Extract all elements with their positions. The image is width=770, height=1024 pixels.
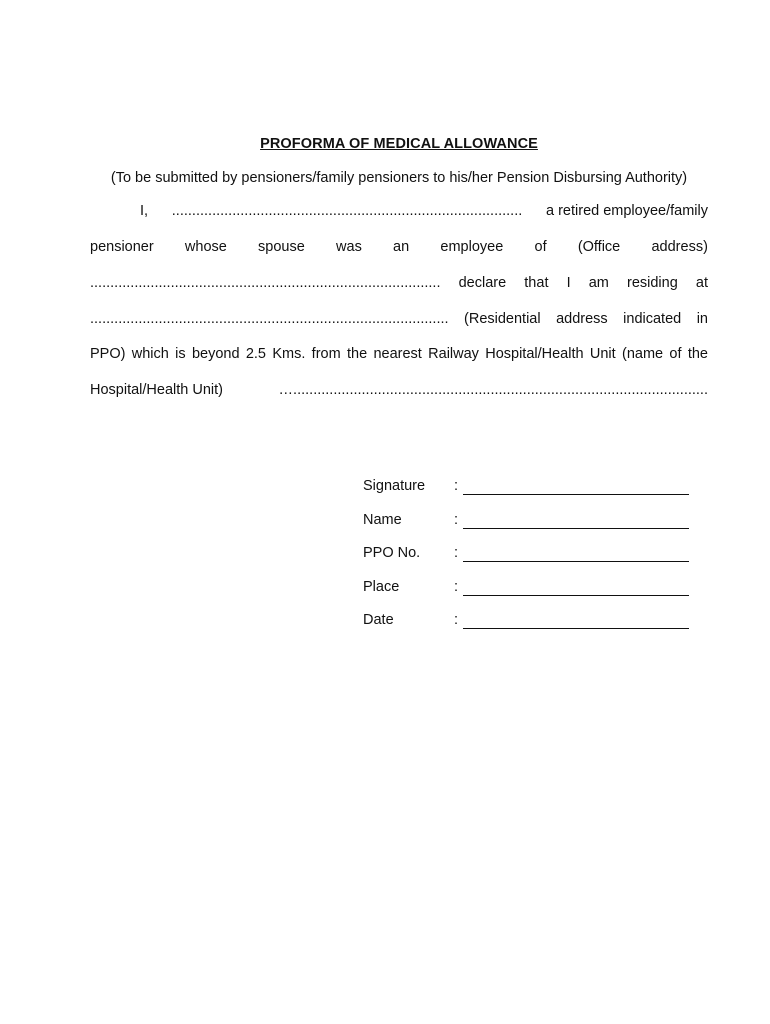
line5-word: of (669, 346, 682, 362)
line1-suffix: a retired employee/family (546, 203, 708, 219)
line5-word: Hospital/Health (485, 346, 584, 362)
date-label: Date (363, 612, 394, 628)
name-row (363, 512, 703, 546)
line5-word: PPO) (90, 346, 126, 362)
line4-word: in (696, 311, 708, 327)
signature-block (363, 478, 703, 646)
paragraph-line-2 (90, 238, 708, 256)
line4-dots: ......................................................................................... (90, 311, 449, 327)
line2-word: whose (184, 239, 227, 255)
line5-word: Unit (589, 346, 616, 362)
place-label: Place (363, 578, 400, 595)
line3-word: am (588, 275, 609, 291)
line3-word: that (524, 275, 549, 291)
line2-word: pensioner (90, 239, 154, 255)
document-subtitle: (To be submitted by pensioners/family pensioners to his/her Pension Disbursing Authority) (110, 170, 688, 186)
date-row (363, 612, 703, 646)
line1-dots: ....................................................................................... (171, 203, 523, 219)
line4-word: (Residential (464, 311, 541, 327)
paragraph-line-1 (140, 202, 708, 220)
line2-word: address) (651, 239, 708, 255)
line5-word: nearest (373, 346, 422, 362)
ppo-no-row (363, 545, 703, 579)
name-field[interactable] (463, 528, 689, 529)
line3-word: at (695, 275, 708, 291)
line4-word: address (556, 311, 608, 327)
document-title: PROFORMA OF MEDICAL ALLOWANCE (260, 136, 538, 152)
paragraph-line-6 (90, 381, 708, 399)
line6-text: Hospital/Health Unit) (90, 382, 223, 398)
name-colon: : (454, 511, 459, 528)
line3-word: declare (458, 275, 507, 291)
line2-word: employee (440, 239, 504, 255)
line5-word: which (131, 346, 169, 362)
signature-colon: : (454, 478, 459, 494)
line5-word: Kms. (272, 346, 306, 362)
signature-field[interactable] (463, 494, 689, 495)
line2-word: was (336, 239, 362, 255)
line2-word: of (534, 239, 547, 255)
line5-word: 2.5 (245, 346, 267, 362)
paragraph-line-3 (90, 274, 708, 292)
line5-word: the (346, 346, 368, 362)
date-field[interactable] (463, 628, 689, 629)
line5-word: from (311, 346, 341, 362)
line2-word: an (393, 239, 410, 255)
line6-dots: …....................................................................................................... (278, 382, 708, 398)
signature-label: Signature (363, 478, 426, 494)
line3-dots: ....................................................................................... (90, 275, 441, 291)
paragraph-line-5 (90, 345, 708, 363)
line5-word: (name (621, 346, 664, 362)
paragraph-line-4 (90, 310, 708, 328)
line3-word: I (566, 275, 571, 291)
place-row (363, 579, 703, 613)
signature-row (363, 478, 703, 512)
ppo-no-label: PPO No. (363, 545, 421, 561)
line3-word: residing (626, 275, 678, 291)
line4-word: indicated (623, 311, 682, 327)
name-label: Name (363, 511, 402, 528)
ppo-no-colon: : (454, 545, 459, 561)
line1-prefix: I, (140, 203, 149, 219)
place-colon: : (454, 578, 459, 595)
line5-word: is (175, 346, 186, 362)
line5-word: beyond (191, 346, 240, 362)
line5-word: the (687, 346, 708, 362)
line5-word: Railway (428, 346, 479, 362)
line2-word: (Office (577, 239, 621, 255)
ppo-no-field[interactable] (463, 561, 689, 562)
place-field[interactable] (463, 595, 689, 596)
date-colon: : (454, 612, 459, 628)
line2-word: spouse (258, 239, 305, 255)
